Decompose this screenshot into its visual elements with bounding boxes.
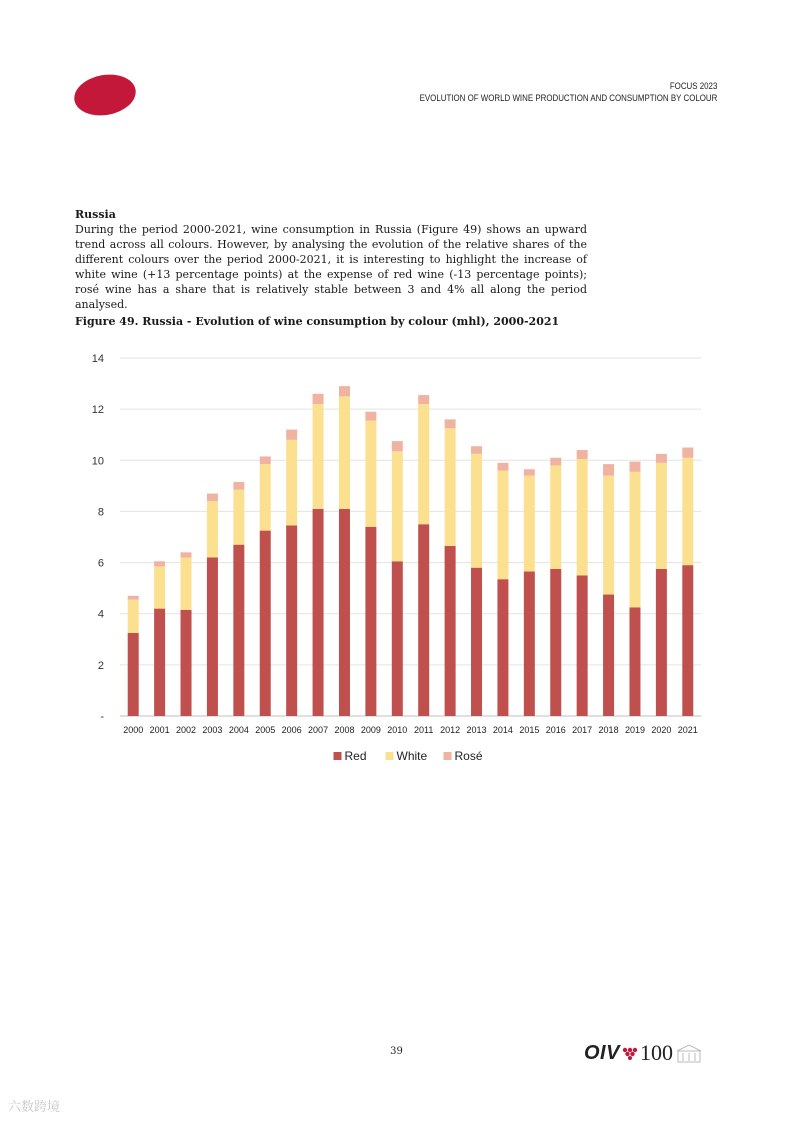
x-tick-label: 2007 <box>308 725 329 735</box>
x-tick-label: 2018 <box>598 725 619 735</box>
x-tick-label: 2006 <box>281 725 302 735</box>
y-tick-label: - <box>100 711 104 723</box>
y-tick-label: 14 <box>91 353 104 365</box>
bar-white-2001 <box>154 566 165 608</box>
y-tick-label: 6 <box>97 557 104 570</box>
centenary-text: 100 <box>639 1040 673 1065</box>
bar-red-2019 <box>629 607 640 716</box>
bar-white-2005 <box>260 464 271 530</box>
x-tick-label: 2017 <box>572 725 593 735</box>
x-tick-label: 2016 <box>545 725 566 735</box>
x-tick-label: 2003 <box>202 725 223 735</box>
header-line-2: EVOLUTION OF WORLD WINE PRODUCTION AND CONSUMPTION BY COLOUR <box>419 93 717 103</box>
bar-red-2007 <box>313 509 324 716</box>
legend-swatch <box>334 752 342 760</box>
bar-rose-2010 <box>392 441 403 451</box>
legend-swatch <box>444 752 452 760</box>
x-tick-label: 2013 <box>466 725 487 735</box>
bar-rose-2016 <box>550 458 561 466</box>
bar-red-2009 <box>365 527 376 716</box>
bar-white-2012 <box>445 428 456 546</box>
bar-rose-2020 <box>656 454 667 463</box>
legend-swatch <box>386 752 394 760</box>
bar-red-2015 <box>524 572 535 716</box>
bar-white-2003 <box>207 501 218 557</box>
figure-caption: Figure 49. Russia - Evolution of wine consumption by colour (mhl), 2000-2021 <box>75 315 560 328</box>
x-tick-label: 2002 <box>176 725 197 735</box>
bar-red-2001 <box>154 609 165 716</box>
russia-section <box>75 207 587 312</box>
oiv-logo-text: OIV <box>584 1041 620 1064</box>
bar-rose-2015 <box>524 469 535 475</box>
bar-red-2004 <box>233 545 244 716</box>
legend-label: White <box>396 749 428 763</box>
bar-white-2014 <box>497 471 508 580</box>
bar-rose-2004 <box>233 482 244 490</box>
bar-rose-2019 <box>629 462 640 472</box>
bar-rose-2014 <box>497 463 508 471</box>
section-title: Russia <box>75 208 116 221</box>
page-header <box>419 80 717 104</box>
bar-white-2013 <box>471 454 482 568</box>
bar-white-2010 <box>392 451 403 561</box>
bar-red-2014 <box>497 579 508 716</box>
x-tick-label: 2021 <box>677 725 698 735</box>
bar-rose-2003 <box>207 494 218 502</box>
bar-white-2006 <box>286 440 297 526</box>
y-tick-label: 10 <box>91 455 104 468</box>
x-tick-label: 2000 <box>123 725 144 735</box>
bar-white-2017 <box>577 459 588 575</box>
x-tick-label: 2011 <box>414 725 434 735</box>
bar-rose-2005 <box>260 456 271 464</box>
bar-rose-2021 <box>682 448 693 458</box>
bar-rose-2007 <box>313 394 324 404</box>
bar-white-2019 <box>629 472 640 608</box>
bar-rose-2011 <box>418 395 429 404</box>
bar-red-2013 <box>471 568 482 716</box>
x-tick-label: 2019 <box>624 725 645 735</box>
y-tick-label: 2 <box>97 659 104 672</box>
bar-red-2005 <box>260 531 271 716</box>
bar-white-2016 <box>550 465 561 569</box>
bar-red-2018 <box>603 595 614 716</box>
bar-red-2003 <box>207 557 218 716</box>
bar-rose-2013 <box>471 446 482 454</box>
x-tick-label: 2008 <box>334 725 355 735</box>
x-tick-label: 2009 <box>360 725 381 735</box>
bar-white-2018 <box>603 476 614 595</box>
bar-red-2006 <box>286 525 297 716</box>
brand-logo-ellipse <box>71 70 139 120</box>
x-tick-label: 2005 <box>255 725 276 735</box>
bar-white-2004 <box>233 490 244 545</box>
bar-red-2002 <box>181 610 192 716</box>
y-tick-label: 4 <box>97 608 104 621</box>
x-tick-label: 2010 <box>387 725 408 735</box>
bar-rose-2018 <box>603 464 614 476</box>
y-tick-label: 12 <box>91 404 104 417</box>
bar-rose-2009 <box>365 412 376 421</box>
bar-white-2000 <box>128 600 139 633</box>
grape-icon <box>622 1046 638 1060</box>
bar-red-2000 <box>128 633 139 716</box>
x-tick-label: 2020 <box>651 725 672 735</box>
bar-red-2011 <box>418 524 429 716</box>
legend-label: Rosé <box>454 749 483 763</box>
bar-white-2007 <box>313 404 324 509</box>
bar-white-2008 <box>339 396 350 509</box>
bar-rose-2008 <box>339 386 350 396</box>
bar-red-2010 <box>392 561 403 716</box>
bar-red-2016 <box>550 569 561 716</box>
bar-white-2009 <box>365 421 376 527</box>
bar-rose-2000 <box>128 596 139 600</box>
footer-logo <box>584 1040 702 1066</box>
bar-rose-2012 <box>445 419 456 428</box>
bar-rose-2002 <box>181 552 192 557</box>
section-body: During the period 2000-2021, wine consumption in Russia (Figure 49) shows an upward trend across all colours. However, by analysing the evolution of the relative shares of the different colours over the period 2000-2021, it is interesting to highlight the increase of white wine (+13 percentage points) at the expense of red wine (-13 percentage points); rosé wine has a share that is relatively stable between 3 and 4% all along the period analysed. <box>75 223 587 311</box>
bar-white-2011 <box>418 404 429 524</box>
wine-consumption-chart <box>80 345 720 785</box>
bar-white-2015 <box>524 476 535 572</box>
x-tick-label: 2012 <box>440 725 461 735</box>
bar-rose-2001 <box>154 561 165 566</box>
bar-rose-2017 <box>577 450 588 459</box>
bar-red-2017 <box>577 575 588 716</box>
bar-red-2021 <box>682 565 693 716</box>
bar-red-2008 <box>339 509 350 716</box>
x-tick-label: 2001 <box>149 725 170 735</box>
x-tick-label: 2015 <box>519 725 540 735</box>
bar-white-2021 <box>682 458 693 565</box>
building-emblem-icon <box>676 1043 702 1063</box>
legend-label: Red <box>344 749 367 763</box>
page-number: 39 <box>390 1046 403 1057</box>
watermark: 六数跨境 <box>8 1100 61 1115</box>
bar-red-2020 <box>656 569 667 716</box>
bar-white-2002 <box>181 557 192 609</box>
bar-red-2012 <box>445 546 456 716</box>
x-tick-label: 2004 <box>228 725 249 735</box>
y-tick-label: 8 <box>97 506 104 519</box>
header-line-1: FOCUS 2023 <box>669 81 717 91</box>
bar-rose-2006 <box>286 430 297 440</box>
bar-white-2020 <box>656 463 667 569</box>
x-tick-label: 2014 <box>492 725 513 735</box>
